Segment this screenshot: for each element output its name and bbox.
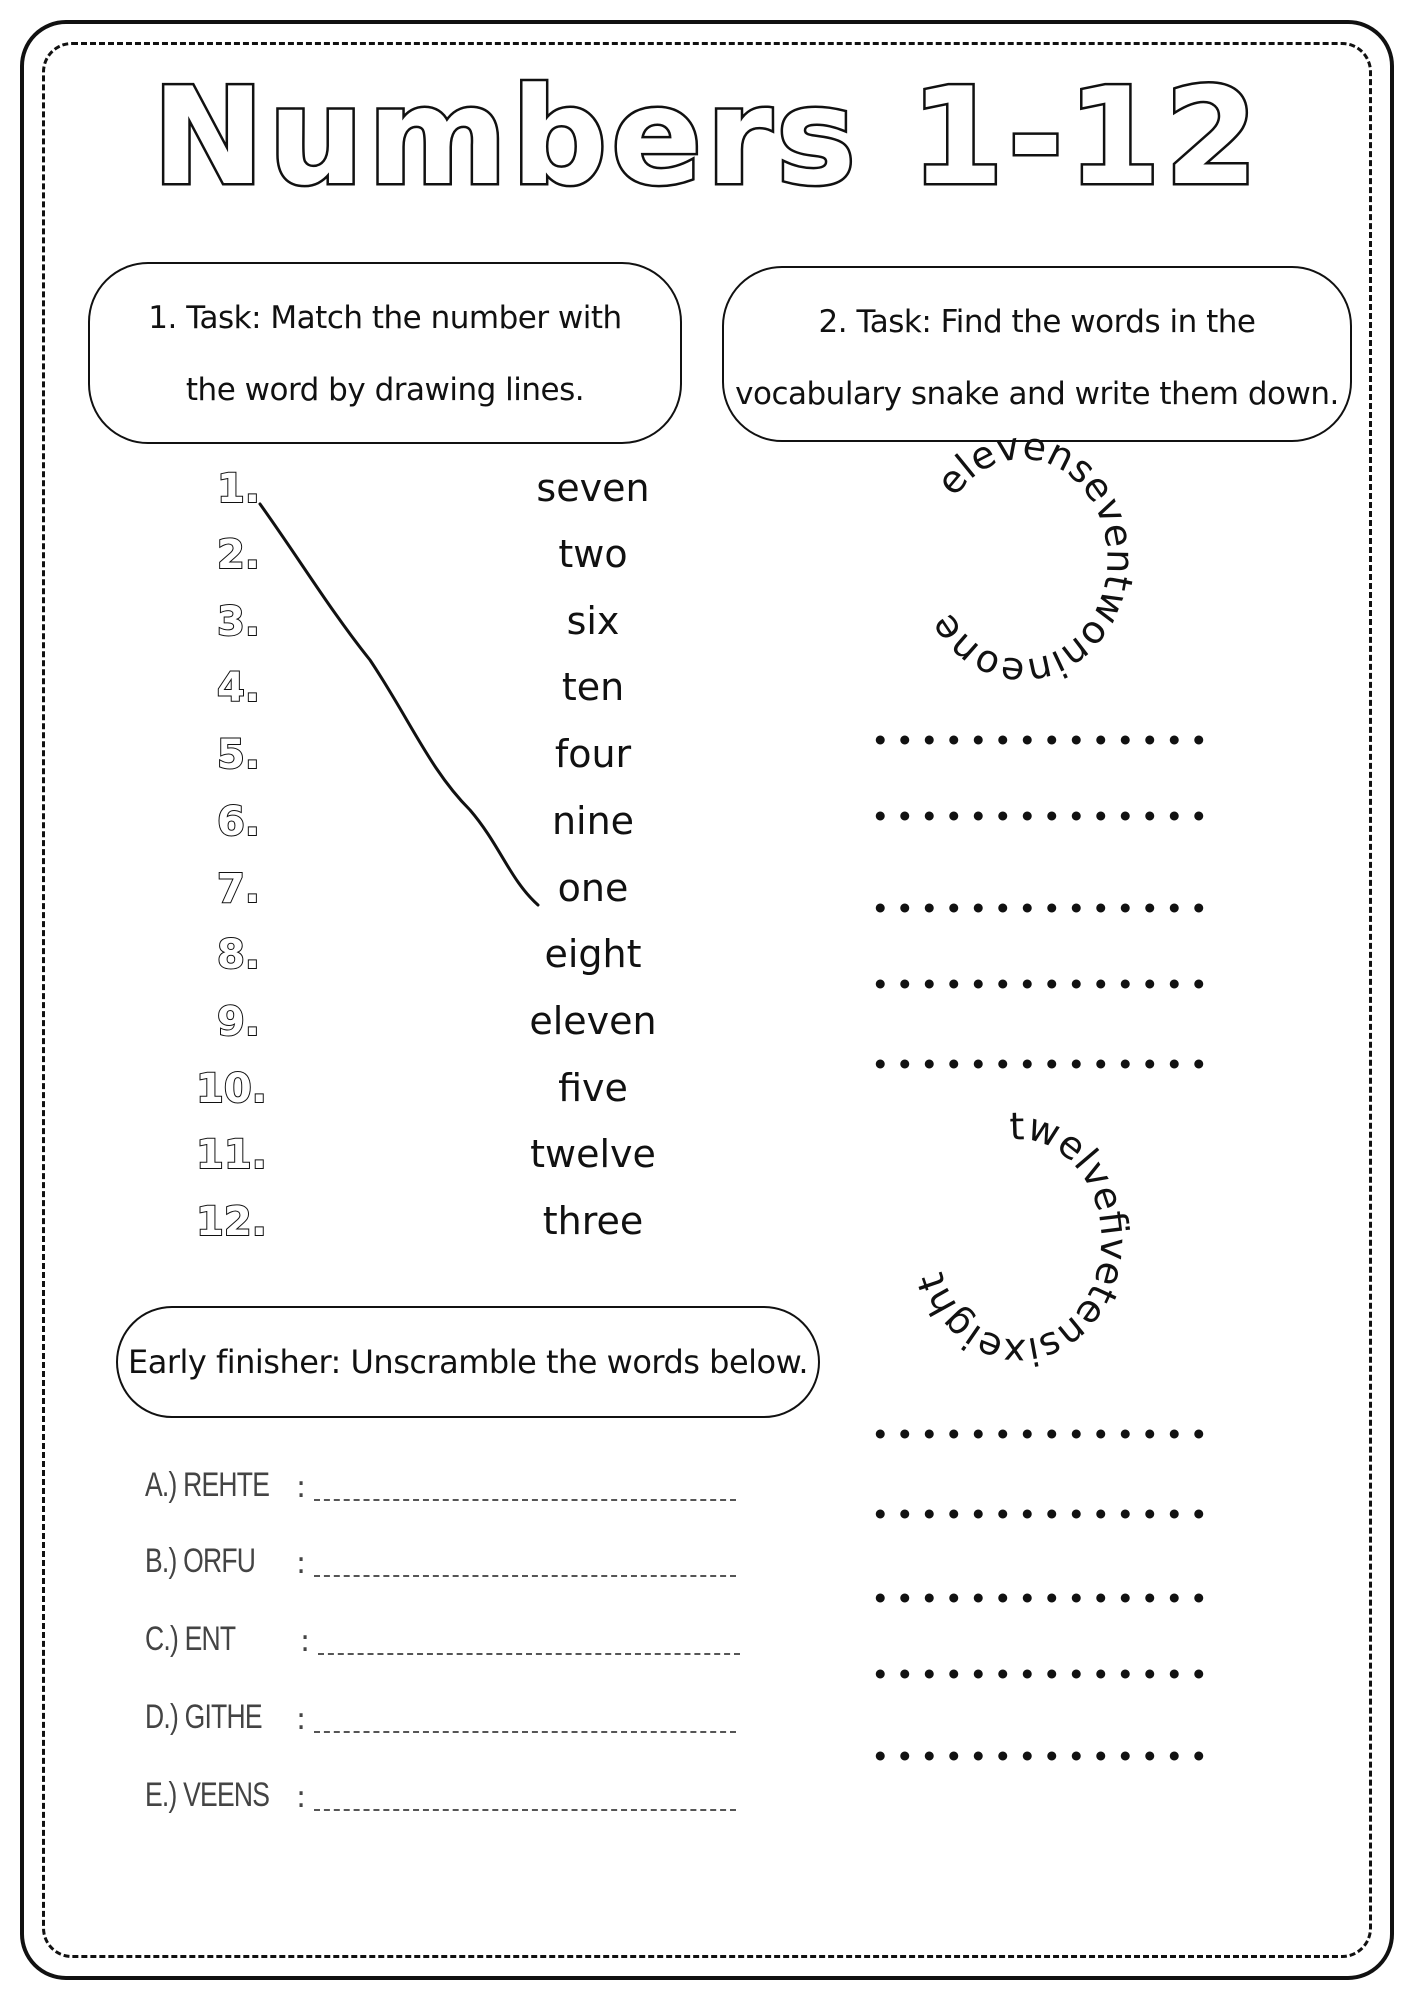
- dotted-answer-line[interactable]: [868, 1750, 1218, 1762]
- dotted-answer-line[interactable]: [868, 1592, 1218, 1604]
- number-label: 10.: [196, 1066, 267, 1112]
- number-label: 5.: [216, 732, 260, 778]
- scrambled-word: C.) ENT: [145, 1620, 236, 1658]
- vocabulary-snake-1: [920, 423, 1142, 694]
- number-label: 4.: [216, 665, 260, 711]
- answer-blank[interactable]: [296, 1546, 736, 1581]
- page-title: Numbers 1-12: [152, 59, 1262, 215]
- scrambled-word: E.) VEENS: [145, 1776, 270, 1814]
- task1-line1: 1. Task: Match the number with: [148, 300, 622, 336]
- dotted-answer-line[interactable]: [868, 734, 1218, 746]
- word-label: six: [566, 599, 620, 643]
- blank-colon: :: [296, 1780, 307, 1815]
- word-label: ten: [561, 665, 625, 709]
- answer-blank[interactable]: [296, 1470, 736, 1505]
- number-label: 2.: [216, 532, 260, 578]
- word-label: five: [558, 1066, 628, 1110]
- dotted-answer-line[interactable]: [868, 810, 1218, 822]
- number-label: 7.: [216, 866, 260, 912]
- vocabulary-snake-2: [908, 1104, 1137, 1375]
- number-label: 12.: [196, 1199, 267, 1245]
- scrambled-word: D.) GITHE: [145, 1698, 262, 1736]
- word-label: three: [542, 1199, 644, 1243]
- number-label: 11.: [196, 1132, 267, 1178]
- answer-blank[interactable]: [296, 1702, 736, 1737]
- dotted-answer-line[interactable]: [868, 1508, 1218, 1520]
- blank-colon: :: [296, 1702, 307, 1737]
- answer-blank[interactable]: [300, 1624, 740, 1659]
- word-label: seven: [536, 466, 650, 510]
- dotted-answer-line[interactable]: [868, 978, 1218, 990]
- early-finisher-box: [116, 1306, 820, 1418]
- word-label: one: [557, 866, 629, 910]
- number-label: 3.: [216, 599, 260, 645]
- word-label: twelve: [530, 1132, 656, 1176]
- task1-line2: the word by drawing lines.: [185, 372, 585, 408]
- early-finisher-text: Early finisher: Unscramble the words below.: [127, 1343, 809, 1381]
- dotted-answer-line[interactable]: [868, 902, 1218, 914]
- blank-colon: :: [296, 1546, 307, 1581]
- snake2-text: twelvefivetensixeight: [908, 1104, 1137, 1375]
- scrambled-word: B.) ORFU: [145, 1542, 256, 1580]
- scrambled-word: A.) REHTE: [145, 1466, 270, 1504]
- word-label: four: [554, 732, 632, 776]
- number-label: 8.: [216, 932, 260, 978]
- number-label: 6.: [216, 799, 260, 845]
- word-label: eight: [544, 932, 642, 976]
- word-label: two: [558, 532, 628, 576]
- dotted-answer-line[interactable]: [868, 1428, 1218, 1440]
- dotted-answer-line[interactable]: [868, 1668, 1218, 1680]
- word-label: eleven: [529, 999, 657, 1043]
- number-label: 9.: [216, 999, 260, 1045]
- snake1-text: elevenseventwonineone: [920, 423, 1143, 695]
- answer-blank[interactable]: [296, 1780, 736, 1815]
- task2-line2: vocabulary snake and write them down.: [735, 376, 1339, 412]
- word-label: nine: [551, 799, 635, 843]
- blank-colon: :: [296, 1470, 307, 1505]
- number-label: 1.: [216, 466, 260, 512]
- dotted-answer-line[interactable]: [868, 1058, 1218, 1070]
- task2-line1: 2. Task: Find the words in the: [818, 304, 1256, 340]
- blank-colon: :: [300, 1624, 311, 1659]
- match-line: [260, 504, 538, 905]
